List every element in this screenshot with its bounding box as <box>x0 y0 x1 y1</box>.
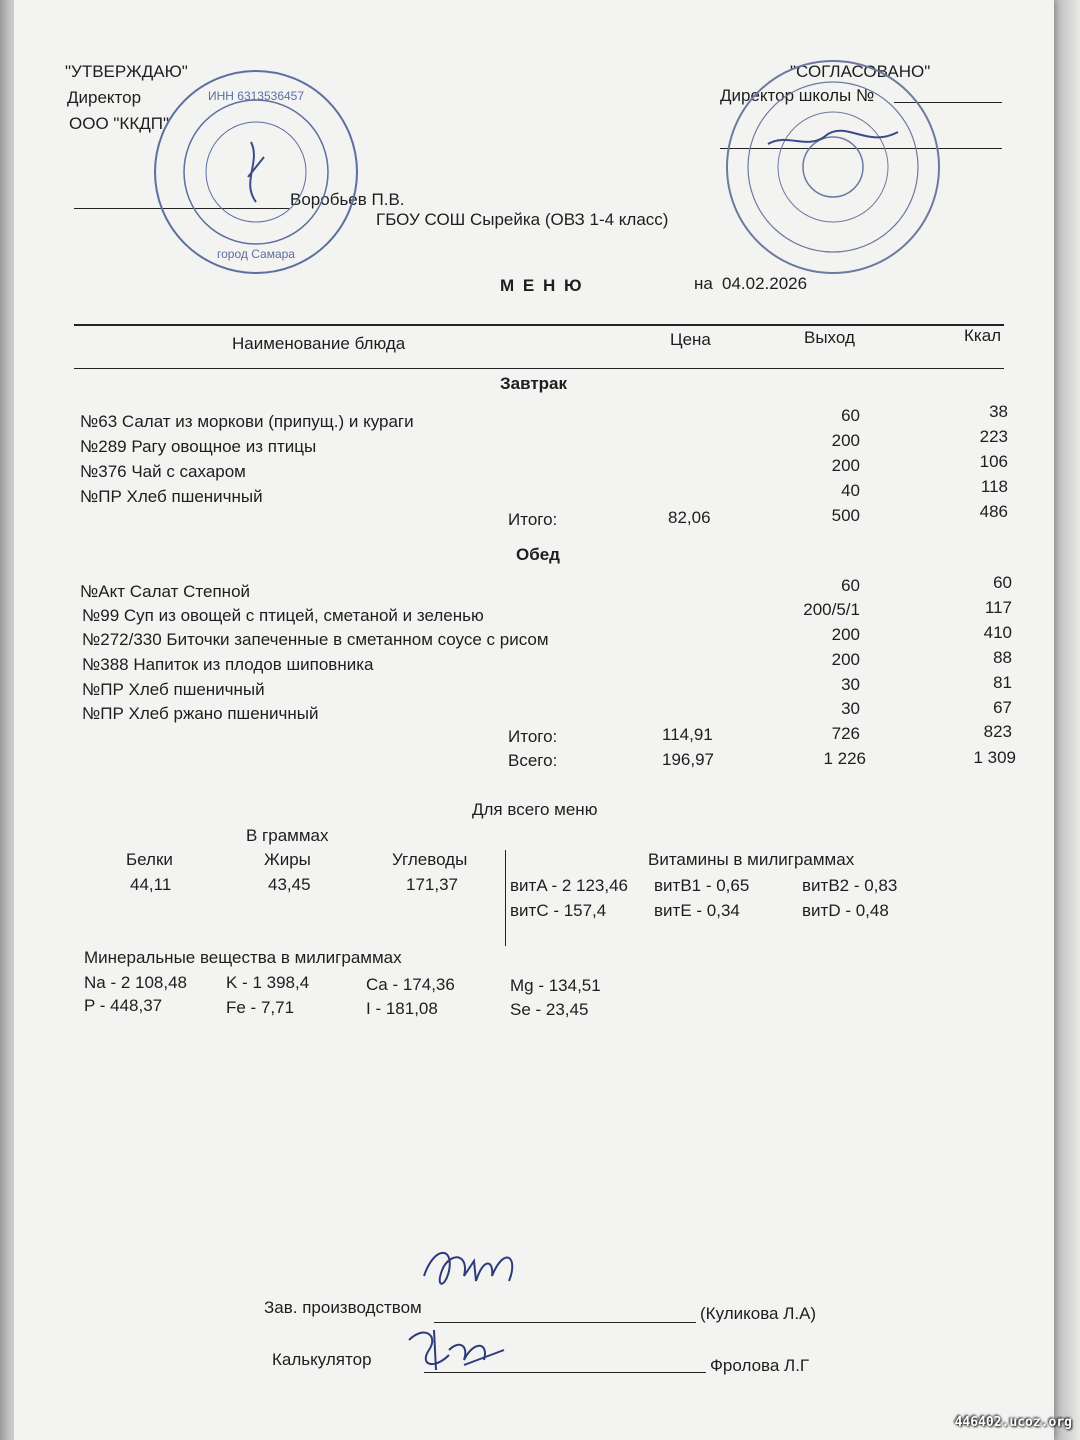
grand-total-label: Всего: <box>508 751 558 770</box>
lunch-item-4-name: №388 Напиток из плодов шиповника <box>82 655 374 674</box>
calculator-name: Фролова Л.Г <box>710 1356 810 1375</box>
right-round-stamp <box>726 60 940 274</box>
vitamin-b2: витB2 - 0,83 <box>802 876 898 895</box>
approve-role: Директор <box>67 88 142 107</box>
breakfast-item-4-yield: 40 <box>841 481 860 500</box>
col-kcal-header: Ккал <box>964 326 1002 345</box>
lunch-total-kcal: 823 <box>983 722 1012 741</box>
vitamin-a: витA - 2 123,46 <box>510 876 628 895</box>
breakfast-item-1-name: №63 Салат из моркови (припущ.) и кураги <box>80 412 414 431</box>
agree-title: "СОГЛАСОВАНО" <box>790 62 931 81</box>
calculator-signature-icon <box>394 1320 514 1380</box>
lunch-total-price: 114,91 <box>662 725 713 744</box>
watermark: 446402.ucoz.org <box>954 1415 1072 1430</box>
fat-value: 43,45 <box>268 875 311 894</box>
breakfast-total-price: 82,06 <box>668 508 711 527</box>
production-signature-icon <box>414 1236 534 1306</box>
lunch-title: Обед <box>516 545 560 564</box>
vitamin-c: витC - 157,4 <box>510 901 607 920</box>
mineral-i: I - 181,08 <box>366 999 438 1018</box>
lunch-total-yield: 726 <box>831 724 860 743</box>
fat-label: Жиры <box>264 850 311 869</box>
lunch-item-1-kcal: 60 <box>993 573 1012 592</box>
left-stamp-icon <box>156 72 356 272</box>
svg-text:город Самара: город Самара <box>217 247 295 261</box>
lunch-item-6-yield: 30 <box>841 699 860 718</box>
col-yield-header: Выход <box>804 328 855 347</box>
vitamin-e: витE - 0,34 <box>654 901 740 920</box>
minerals-label: Минеральные вещества в милиграммах <box>84 948 402 967</box>
lunch-item-5-name: №ПР Хлеб пшеничный <box>82 680 265 699</box>
breakfast-total-kcal: 486 <box>979 502 1008 521</box>
breakfast-item-4-kcal: 118 <box>980 477 1008 496</box>
date-prefix: на <box>694 274 713 293</box>
breakfast-item-3-yield: 200 <box>831 456 860 475</box>
approve-name: Воробьев П.В. <box>290 190 405 209</box>
breakfast-title: Завтрак <box>500 374 568 393</box>
approve-title: "УТВЕРЖДАЮ" <box>65 62 188 81</box>
table-header-rule <box>74 368 1004 369</box>
grams-label: В граммах <box>246 826 329 845</box>
protein-value: 44,11 <box>130 875 172 894</box>
lunch-item-6-name: №ПР Хлеб ржано пшеничный <box>82 704 319 723</box>
carb-value: 171,37 <box>406 875 458 894</box>
lunch-item-5-yield: 30 <box>841 675 860 694</box>
lunch-item-1-name: №Акт Салат Степной <box>80 582 251 601</box>
lunch-item-4-yield: 200 <box>831 650 860 669</box>
nutrition-heading: Для всего меню <box>472 800 598 819</box>
mineral-ca: Ca - 174,36 <box>366 975 455 994</box>
lunch-item-3-yield: 200 <box>831 625 860 644</box>
production-role: Зав. производством <box>264 1298 422 1317</box>
breakfast-item-2-name: №289 Рагу овощное из птицы <box>80 437 317 456</box>
lunch-item-2-yield: 200/5/1 <box>803 600 860 619</box>
grand-total-price: 196,97 <box>662 750 714 769</box>
mineral-se: Se - 23,45 <box>510 1000 589 1019</box>
grand-total-yield: 1 226 <box>823 749 866 768</box>
lunch-item-5-kcal: 81 <box>993 673 1012 692</box>
mineral-mg: Mg - 134,51 <box>510 976 601 995</box>
lunch-item-6-kcal: 67 <box>993 698 1012 717</box>
nutrition-divider <box>505 850 506 946</box>
lunch-total-label: Итого: <box>508 727 558 746</box>
approve-org: ООО "ККДП" <box>69 114 169 133</box>
lunch-item-2-kcal: 117 <box>984 598 1012 617</box>
svg-text:ИНН 6313536457: ИНН 6313536457 <box>207 89 305 103</box>
mineral-fe: Fe - 7,71 <box>226 998 295 1017</box>
breakfast-item-4-name: №ПР Хлеб пшеничный <box>80 487 263 506</box>
right-stamp-icon <box>728 62 938 272</box>
school-name: ГБОУ СОШ Сырейка (ОВЗ 1-4 класс) <box>376 210 669 229</box>
vitamin-d: витD - 0,48 <box>802 901 889 920</box>
breakfast-item-2-yield: 200 <box>831 431 860 450</box>
menu-document <box>14 0 1054 1440</box>
protein-label: Белки <box>126 850 173 869</box>
right-background <box>1054 0 1080 1440</box>
mineral-k: K - 1 398,4 <box>226 973 310 992</box>
left-background <box>0 0 14 1440</box>
mineral-na: Na - 2 108,48 <box>84 973 188 992</box>
vitamin-b1: витB1 - 0,65 <box>654 876 750 895</box>
left-round-stamp <box>154 70 358 274</box>
menu-title: М Е Н Ю <box>500 276 584 295</box>
breakfast-item-1-yield: 60 <box>841 406 860 425</box>
col-price-header: Цена <box>670 330 711 349</box>
breakfast-total-yield: 500 <box>831 506 860 525</box>
breakfast-item-3-kcal: 106 <box>979 452 1008 471</box>
breakfast-item-1-kcal: 38 <box>989 402 1008 421</box>
col-name-header: Наименование блюда <box>232 334 406 353</box>
lunch-item-3-name: №272/330 Биточки запеченные в сметанном соусе с рисом <box>82 630 549 649</box>
menu-date: 04.02.2026 <box>722 274 808 293</box>
lunch-item-1-yield: 60 <box>841 576 860 595</box>
carb-label: Углеводы <box>392 850 468 869</box>
mineral-p: P - 448,37 <box>84 996 163 1015</box>
lunch-item-3-kcal: 410 <box>983 623 1012 642</box>
calculator-signature-line <box>424 1372 706 1373</box>
table-top-rule <box>74 324 1004 326</box>
vitamins-label: Витамины в милиграммах <box>648 850 855 869</box>
breakfast-item-2-kcal: 223 <box>979 427 1008 446</box>
agree-role: Директор школы № <box>720 86 875 105</box>
calculator-role: Калькулятор <box>272 1350 372 1369</box>
lunch-item-4-kcal: 88 <box>993 648 1012 667</box>
lunch-item-2-name: №99 Суп из овощей с птицей, сметаной и зеленью <box>82 606 484 625</box>
grand-total-kcal: 1 309 <box>973 748 1016 767</box>
breakfast-item-3-name: №376 Чай с сахаром <box>80 462 246 481</box>
breakfast-total-label: Итого: <box>508 510 558 529</box>
production-name: (Куликова Л.А) <box>700 1304 817 1323</box>
